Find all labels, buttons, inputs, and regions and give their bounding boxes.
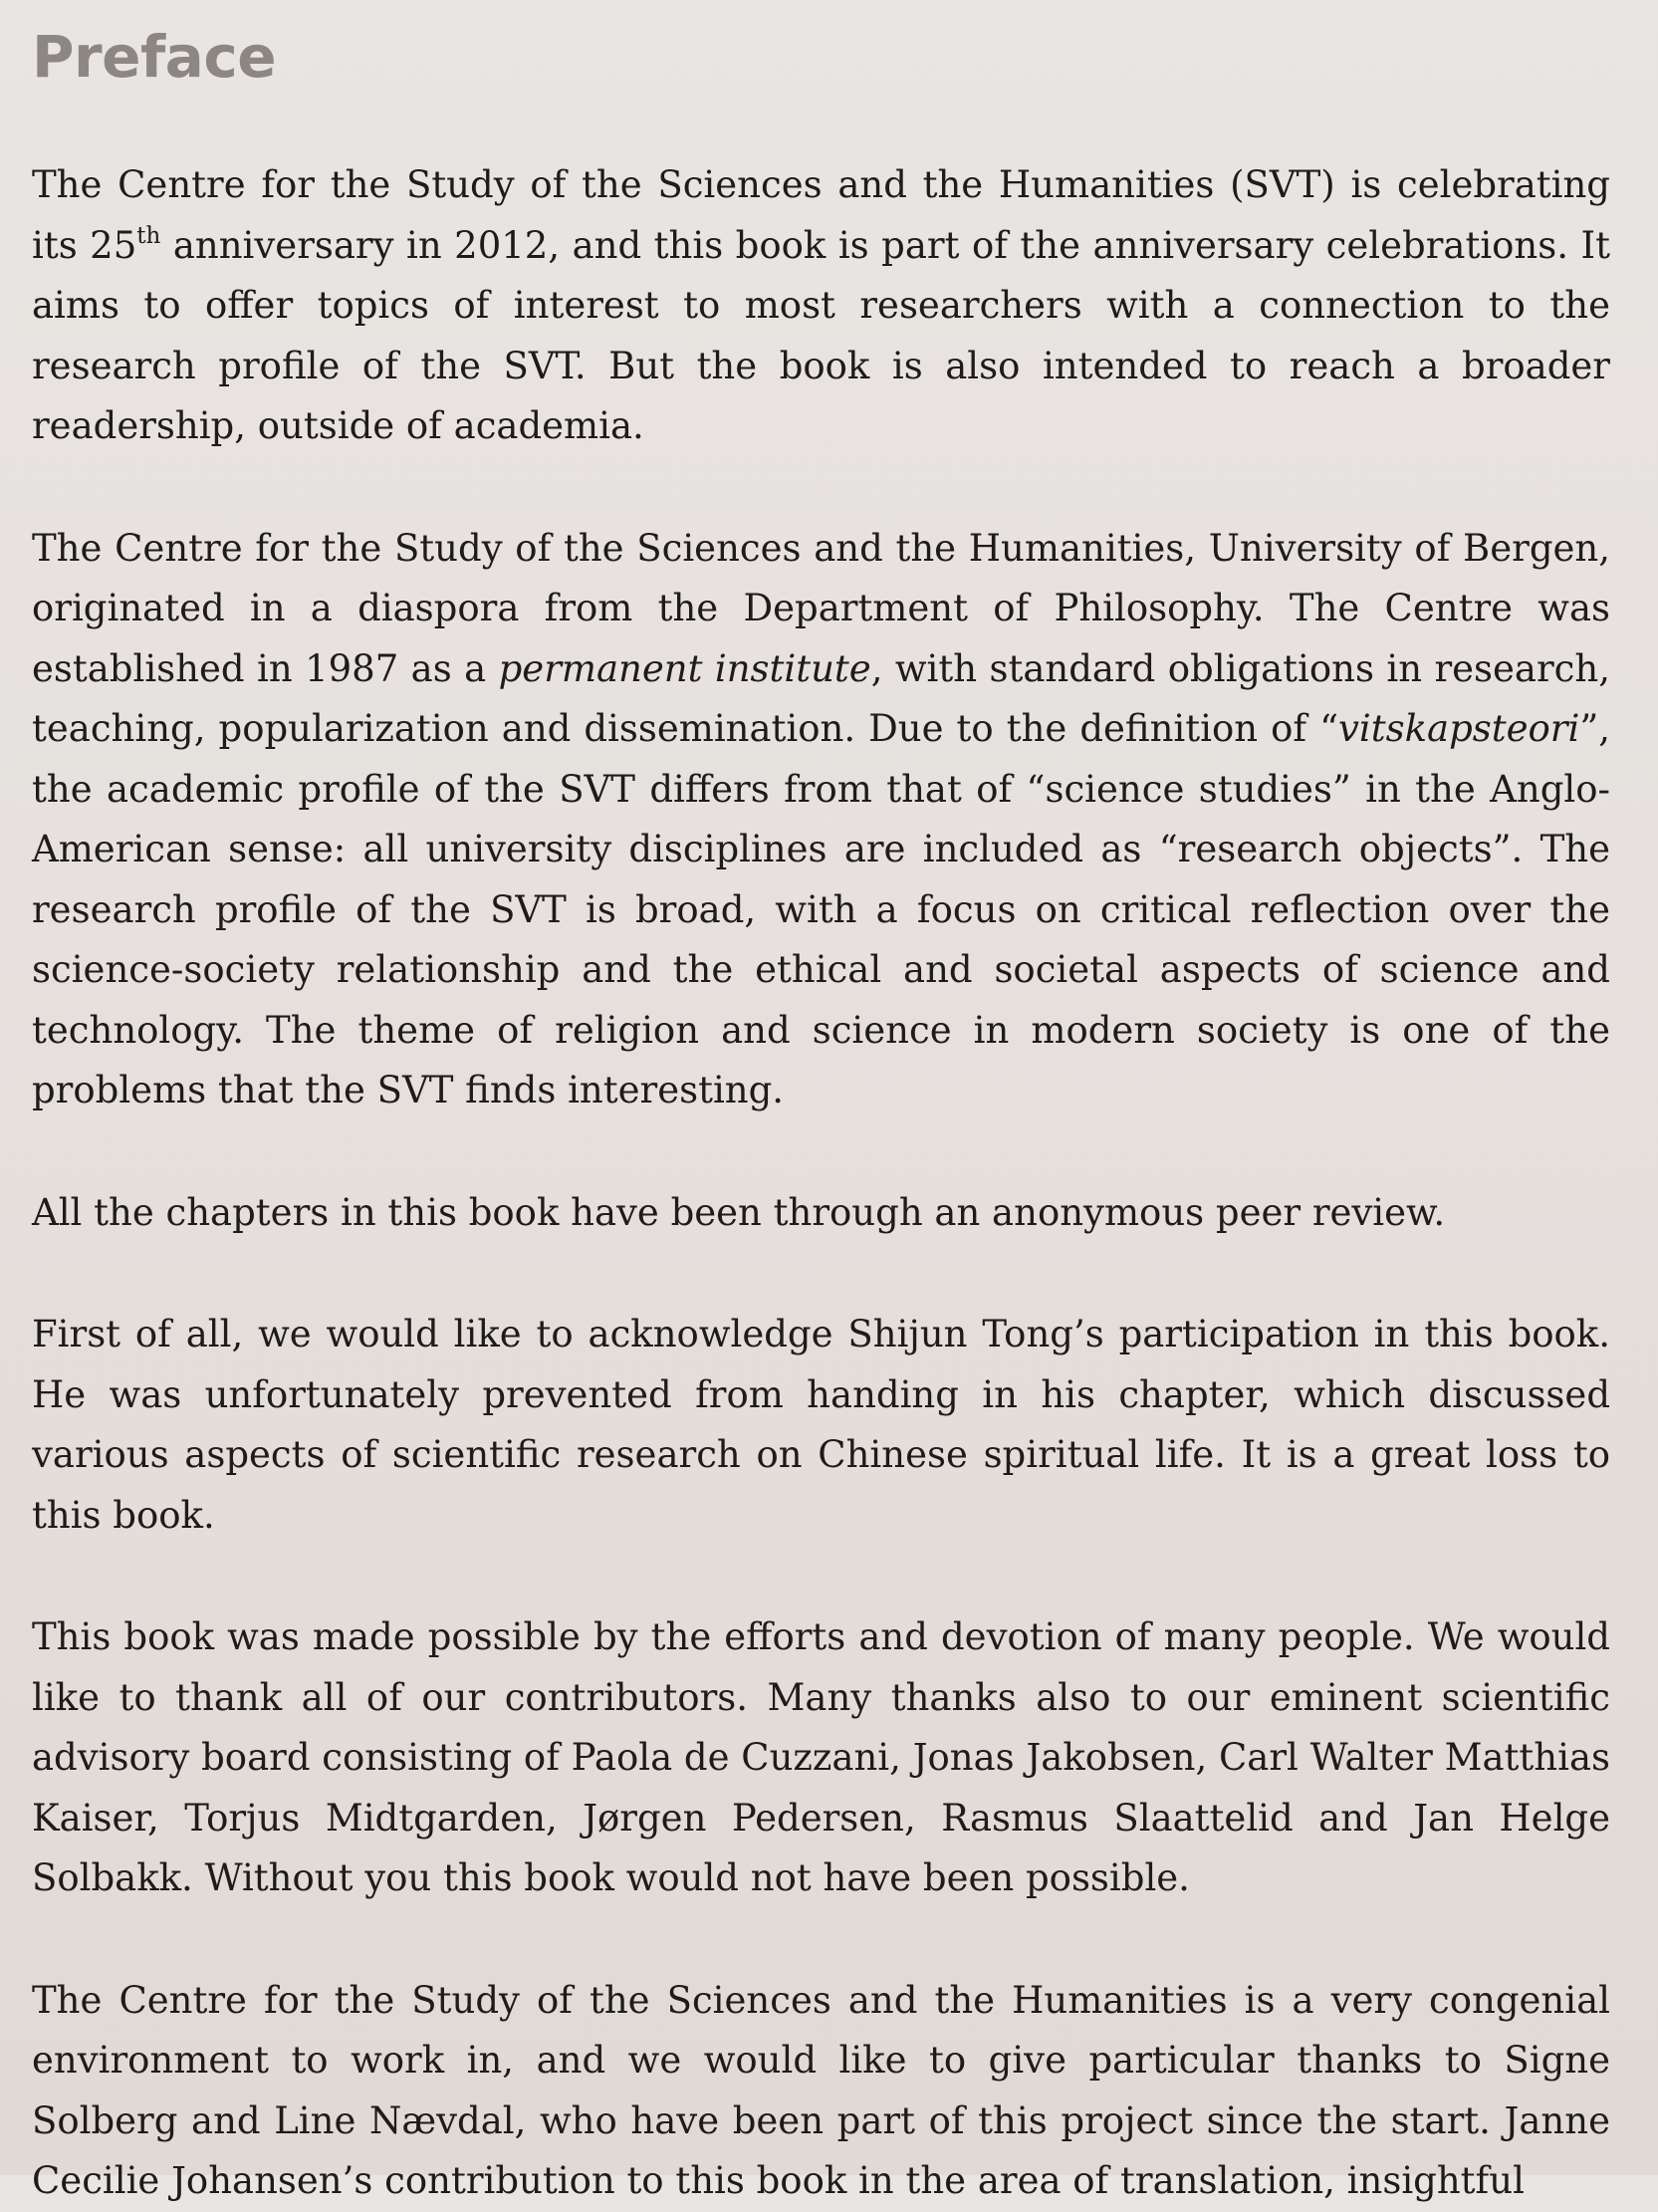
paragraph-acknowledgement: First of all, we would like to acknowledge Shijun Tong’s participation in this book. He was unfortunately prevented from handing in his chapter, which discussed various aspects of scientific research on Chinese spiritual life. It is a great loss to this book. — [32, 1313, 1610, 1537]
paragraph-centre-history — [32, 519, 1610, 1121]
paragraph-thanks-staff: The Centre for the Study of the Sciences and the Humanities is a very congenial environment to work in, and we would like to give particular thanks to Signe Solberg and Line Nævdal, who have been part of this project since the start. Janne Cecilie Johansen’s contribution to this book in the area of translation, insightful — [32, 1978, 1610, 2202]
paragraph-anniversary — [32, 155, 1610, 457]
history-text-1: The Centre for the Study of the Sciences and the Humanities, University of Bergen, originated in a diaspora from the Department of Philosophy. The Centre was established in 1987 as a — [32, 526, 1610, 690]
paragraph-peer-review: All the chapters in this book have been through an anonymous peer review. — [32, 1190, 1446, 1234]
ordinal-superscript: th — [136, 222, 161, 249]
anniversary-text-end: anniversary in 2012, and this book is part of the anniversary celebrations. It aims to offer topics of interest to most researchers with a connection to the research profile of the SVT. But the book is also intended to reach a broader readership, outside of academia. — [32, 223, 1610, 447]
anniversary-text-start: The Centre for the Study of the Sciences and the Humanities (SVT) is celebrating its 25 — [32, 163, 1610, 267]
history-text-3: ”, the academic profile of the SVT differs from that of “science studies” in the Anglo-American sense: all university disciplines are included as “research objects”. The research profile of the SVT is broad, with a focus on critical reflection over the science-society relationship and the ethical and societal aspects of science and technology. The theme of religion and science in modern society is one of the problems that the SVT finds interesting. — [32, 707, 1610, 1111]
history-text-2: , with standard obligations in research, teaching, popularization and dissemination. Due to the definition of “ — [32, 646, 1610, 750]
italic-vitskapsteori: vitskapsteori — [1338, 707, 1580, 750]
paragraph-thanks-contributors: This book was made possible by the efforts and devotion of many people. We would like to thank all of our contributors. Many thanks also to our eminent scientific advisory board consisting of Paola de Cuzzani, Jonas Jakobsen, Carl Walter Matthias Kaiser, Torjus Midtgarden, Jørgen Pedersen, Rasmus Slaattelid and Jan Helge Solbakk. Without you this book would not have been possible. — [32, 1615, 1610, 1899]
page-title: Preface — [32, 23, 277, 91]
italic-permanent-institute: permanent institute — [498, 646, 871, 690]
